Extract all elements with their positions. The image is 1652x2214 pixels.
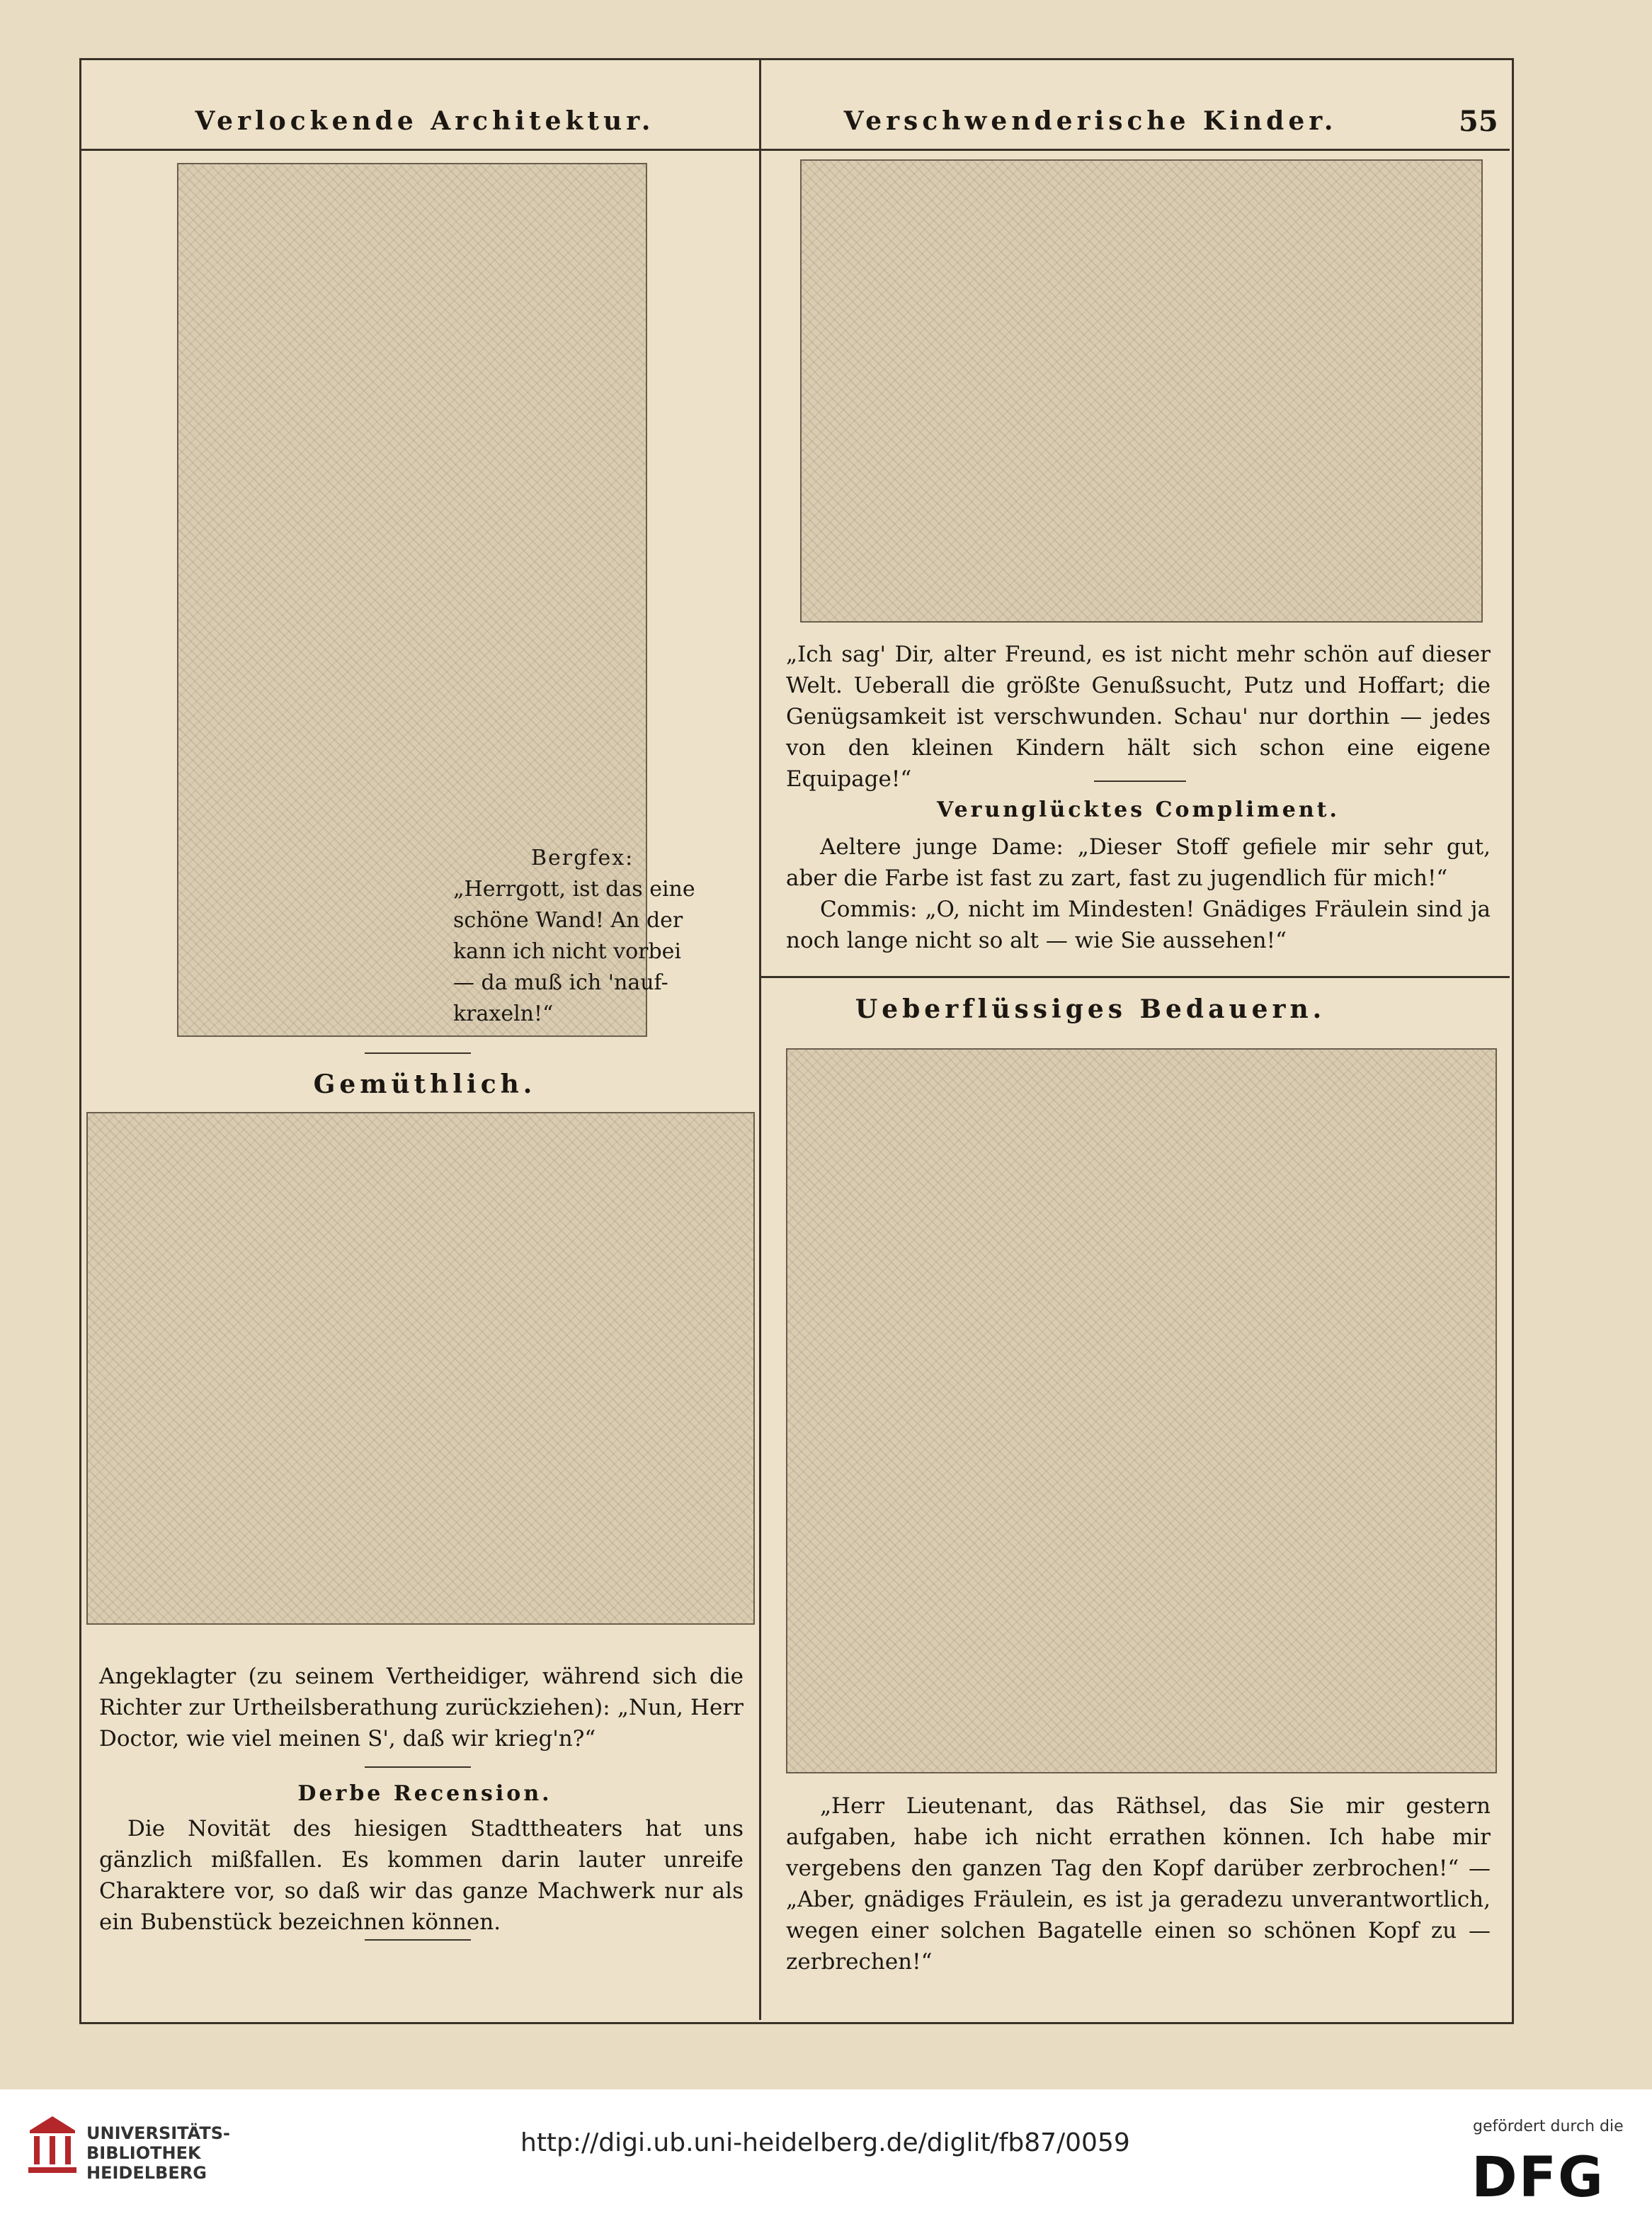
caption-line: kraxeln!“	[453, 1001, 554, 1026]
title-ueberfluessiges-bedauern: Ueberflüssiges Bedauern.	[855, 994, 1326, 1024]
heading-verunglucktes-compliment: Verunglücktes Compliment.	[937, 797, 1340, 822]
caption-line: Bergfex:	[531, 846, 634, 870]
column-divider	[759, 58, 761, 2020]
section-rule	[761, 976, 1510, 978]
title-gemuethlich: Gemüthlich.	[313, 1069, 537, 1099]
text-derbe-recension: Die Novität des hiesigen Stadttheaters hat uns gänzlich mißfallen. Es kommen darin lauter unreife Charaktere vor, so daß wir das ganze Machwerk nur als ein Bubenstück bezeichnen können.	[99, 1816, 744, 1935]
separator	[365, 1939, 471, 1941]
caption-line: — da muß ich 'nauf-	[453, 970, 668, 995]
library-name-line: UNIVERSITÄTS-	[86, 2123, 231, 2143]
caption-line: kann ich nicht vorbei	[453, 939, 682, 964]
caption-verschwenderische-kinder: „Ich sag' Dir, alter Freund, es ist nicht mehr schön auf dieser Welt. Ueberall die größte Genußsucht, Putz und Hoffart; die Genügsamkeit ist verschwunden. Schau' nur dorthin — jedes von den kleinen Kindern hält sich schon eine eigene Equipage!“	[786, 642, 1491, 792]
caption-line: „Herrgott, ist das eine	[453, 877, 695, 902]
library-name-line: BIBLIOTHEK	[86, 2143, 201, 2163]
funded-by-label: gefördert durch die	[1473, 2118, 1624, 2135]
caption-bergfex	[453, 843, 722, 1030]
title-verschwenderische-kinder: Verschwenderische Kinder.	[843, 106, 1338, 136]
title-verlockende-architektur: Verlockende Architektur.	[195, 106, 655, 136]
heidelberg-library-logo-icon	[24, 2113, 81, 2179]
caption-line: schöne Wand! An der	[453, 908, 683, 933]
page-number: 55	[1459, 105, 1498, 138]
library-name-line: HEIDELBERG	[86, 2163, 207, 2183]
separator	[365, 1052, 471, 1054]
caption-herr-lieutenant: „Herr Lieutenant, das Räthsel, das Sie mir gestern aufgaben, habe ich nicht errathen können. Ich habe mir vergebens den ganzen Tag den Kopf darüber zerbrochen!“ — „Aber, gnädiges Fräulein, es ist ja geradezu unverantwortlich, wegen einer solchen Bagatelle einen so schönen Kopf zu — zerbrechen!“	[786, 1793, 1491, 1975]
illustration-lady-and-lieutenant	[786, 1048, 1497, 1773]
permalink-url[interactable]: http://digi.ub.uni-heidelberg.de/diglit/fb87/0059	[520, 2128, 1130, 2157]
text-commis: Commis: „O, nicht im Mindesten! Gnädiges Fräulein sind ja noch lange nicht so alt — wie Sie aussehen!“	[786, 897, 1491, 953]
title-underline-left	[79, 149, 759, 151]
heading-derbe-recension: Derbe Recension.	[297, 1781, 552, 1806]
dfg-logo: DFG	[1471, 2146, 1605, 2210]
separator	[365, 1766, 471, 1768]
illustration-prams-in-park	[800, 159, 1483, 623]
illustration-courtroom-lawyer	[86, 1112, 755, 1625]
text-aeltere-junge-dame: Aeltere junge Dame: „Dieser Stoff gefiele mir sehr gut, aber die Farbe ist fast zu zart, fast zu jugendlich für mich!“	[786, 834, 1491, 891]
separator	[1094, 780, 1186, 782]
caption-angeklagter: Angeklagter (zu seinem Vertheidiger, während sich die Richter zur Urtheilsberathung zurückziehen): „Nun, Herr Doctor, wie viel meinen S', daß wir krieg'n?“	[99, 1664, 744, 1752]
library-name	[86, 2123, 230, 2183]
title-underline-right	[761, 149, 1510, 151]
